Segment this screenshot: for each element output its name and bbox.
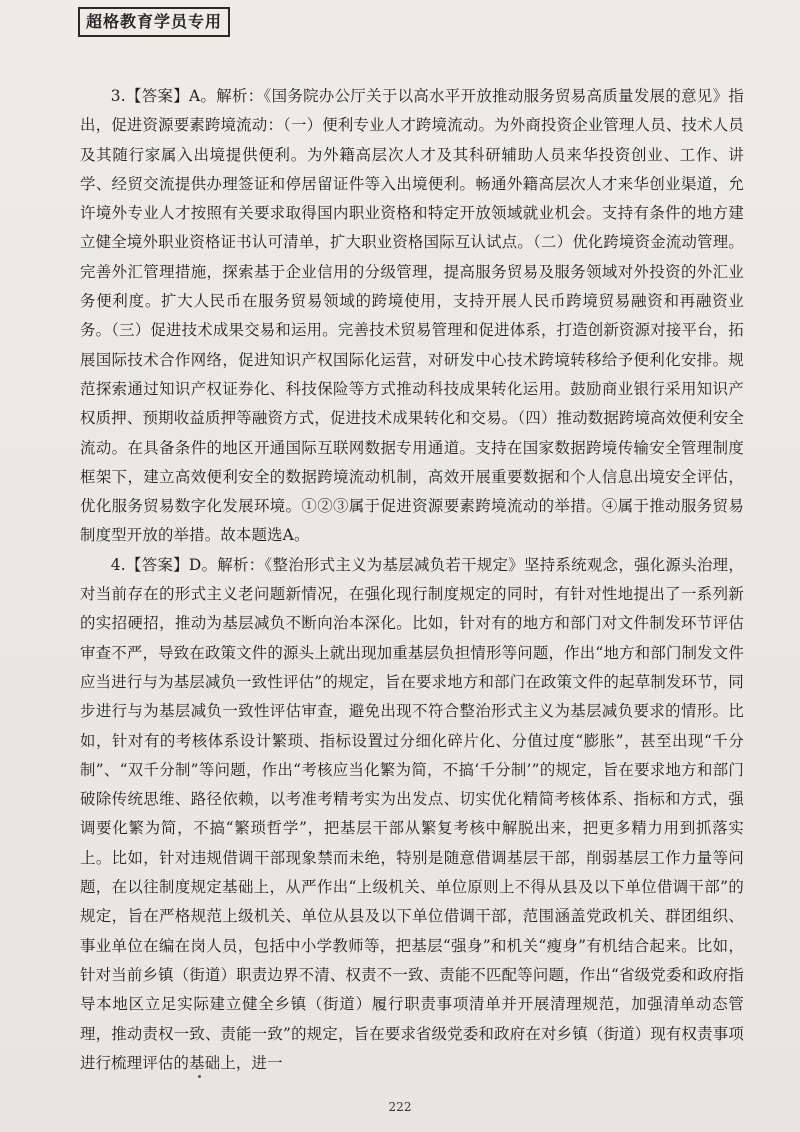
answer-paragraph-4: 4.【答案】D。解析：《整治形式主义为基层减负若干规定》坚持系统观念，强化源头治理，对当前存在的形式主义老问题新情况，在强化现行制度规定的同时，有针对性地提出了一系列新的实招硬招，推动为基层减负不断向治本深化。比如，针对有的地方和部门对文件制发环节评估审查不严，导致在政策文件的源头上就出现加重基层负担情形等问题，作出“地方和部门制发文件应当进行与为基层减负一致性评估”的规定，旨在要求地方和部门在政策文件的起草制发环节，同步进行与为基层减负一致性评估审查，避免出现不符合整治形式主义为基层减负要求的情形。比如，针对有的考核体系设计繁琐、指标设置过分细化碎片化、分值过度“膨胀”，甚至出现“千分制”、“双千分制”等问题，作出“考核应当化繁为简，不搞‘千分制’”的规定，旨在要求地方和部门破除传统思维、路径依赖，以考准考精考实为出发点、切实优化精简考核体系、指标和方式，强调要化繁为简，不搞“繁琐哲学”，把基层干部从繁复考核中解脱出来，把更多精力用到抓落实上。比如，针对违规借调干部现象禁而未绝，特别是随意借调基层干部，削弱基层工作力量等问题，在以往制度规定基础上，从严作出“上级机关、单位原则上不得从县及以下单位借调干部”的规定，旨在严格规范上级机关、单位从县及以下单位借调干部，范围涵盖党政机关、群团组织、事业单位在编在岗人员，包括中小学教师等，把基层“强身”和机关“瘦身”有机结合起来。比如，针对当前乡镇（街道）职责边界不清、权责不一致、责能不匹配等问题，作出“省级党委和政府指导本地区立足实际建立健全乡镇（街道）履行职责事项清单并开展清理规范，加强清单动态管理，推动责权一致、责能一致”的规定，旨在要求省级党委和政府在对乡镇（街道）现有权责事项进行梳理评估的基础上，进一 (80, 555, 744, 1072)
answer-paragraph-3: 3.【答案】A。解析：《国务院办公厅关于以高水平开放推动服务贸易高质量发展的意见》指出，促进资源要素跨境流动：（一）便利专业人才跨境流动。为外商投资企业管理人员、技术人员及其随行家属入出境提供便利。为外籍高层次人才及其科研辅助人员来华投资创业、工作、讲学、经贸交流提供办理签证和停居留证件等入出境便利。畅通外籍高层次人才来华创业渠道，允许境外专业人才按照有关要求取得国内职业资格和特定开放领域就业机会。支持有条件的地方建立健全境外职业资格证书认可清单，扩大职业资格国际互认试点。（二）优化跨境资金流动管理。完善外汇管理措施，探索基于企业信用的分级管理，提高服务贸易及服务领域对外投资的外汇业务便利度。扩大人民币在服务贸易领域的跨境使用，支持开展人民币跨境贸易融资和再融资业务。（三）促进技术成果交易和运用。完善技术贸易管理和促进体系，打造创新资源对接平台，拓展国际技术合作网络，促进知识产权国际化运营，对研发中心技术跨境转移给予便利化安排。规范探索通过知识产权证券化、科技保险等方式推动科技成果转化运用。鼓励商业银行采用知识产权质押、预期收益质押等融资方式，促进技术成果转化和交易。（四）推动数据跨境高效便利安全流动。在具备条件的地区开通国际互联网数据专用通道。支持在国家数据跨境传输安全管理制度框架下，建立高效便利安全的数据跨境流动机制，高效开展重要数据和个人信息出境安全评估，优化服务贸易数字化发展环境。①②③属于促进资源要素跨境流动的举措。④属于推动服务贸易制度型开放的举措。故本题选A。 (80, 87, 744, 545)
scan-speck (198, 1075, 201, 1078)
answer-explanations (80, 82, 744, 1078)
page-number: 222 (388, 1100, 412, 1114)
watermark-stamp: 超格教育学员专用 (78, 7, 230, 37)
